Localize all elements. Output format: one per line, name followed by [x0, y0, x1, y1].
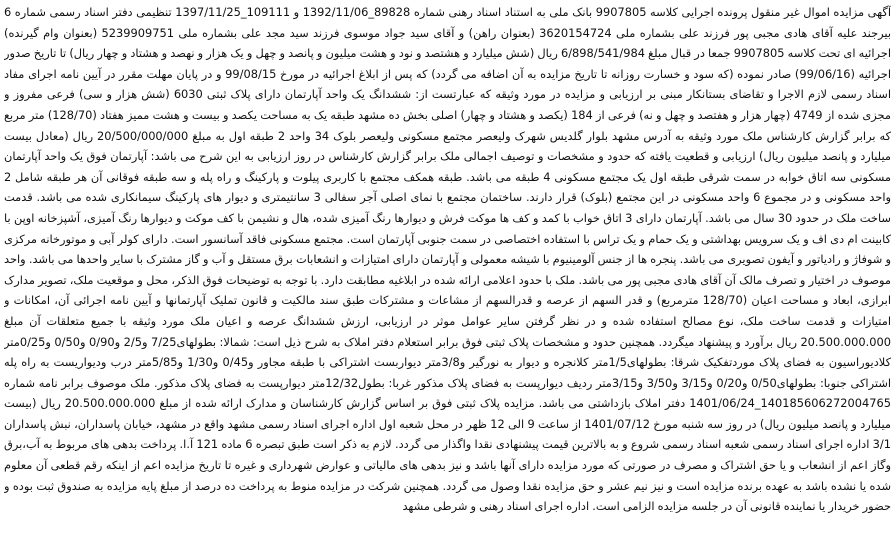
- auction-notice: [4, 2, 891, 549]
- notice-text: آگهی مزایده اموال غیر منقول پرونده اجرایی کلاسه 9907805 بانک ملی به استناد اسناد رهنی شماره 89828_1392/11/06 و 109111_1397/11/25 تنظیمی دفتر اسناد رسمی شماره 6 بیرجند علیه آقای هادی مجبی پور فرزند علی بشماره ملی 3620154724 (بعنوان راهن) و آقای سید جواد موسوی فرزند سید مجد علی بشماره ملی 5239909751 (بعنوان وام گیرنده) اجرائیه ای تحت کلاسه 9907805 جمعا در قبال مبلغ 6/898/541/984 ریال (شش میلیارد و هشتصد و نود و هشت میلیون و پانصد و چهل و یک هزار و نهصد و هشتاد و چهار ریال) تا تاریخ صدور اجرائیه (99/06/16) صادر نموده (که سود و خسارت روزانه تا تاریخ مزایده به آن اضافه می گردد) که پس از ابلاغ اجرائیه در مورخ 99/08/15 و در پایان مهلت مقرر در آیین نامه اجرای مفاد اسناد رسمی لازم الاجرا و تقاضای بستانکار مبنی بر ارزیابی و مزایده در مورد وثیقه که عبارتست از: ششدانگ یک واحد آپارتمان دارای پلاک ثبتی 6030 (شش هزار و سی) فرعی مفروز و مجزی شده از 4749 (چهار هزار و هفتصد و چهل و نه) فرعی از 184 (یکصد و هشتاد و چهار) اصلی بخش ده مشهد طبقه یک به مساحت یکصد و بیست و هشت ممیز هفتاد (128/70) متر مربع که برابر گزارش کارشناس ملک مورد وثیقه به آدرس مشهد بلوار گلدیس شهرک ولیعصر مجتمع مسکونی ولیعصر بلوک 34 واحد 2 طبقه اول به مبلغ 20/500/000/000 ریال (معادل بیست میلیارد و پانصد میلیون ریال) ارزیابی و قطعیت یافته که حدود و مشخصات و توصیف اجمالی ملک برابر گزارش کارشناس در روز ارزیابی به این شرح می باشد: آپارتمان فوق یک واحد آپارتمان مسکونی سه اتاق خوابه در سمت شرقی طبقه اول یک مجتمع مسکونی 4 طبقه می باشد. طبقه همکف مجتمع با کاربری پیلوت و پارکینگ و راه پله و سه طبقه فوقانی آن هر طبقه شامل 2 واحد مسکونی و در مجموع 6 واحد مسکونی در این مجتمع (بلوک) قرار دارند. ساختمان مجتمع با نمای اصلی آجر سفالی 3 سانتیمتری و دیوار های پارکینگ سیمانکاری شده می باشد. قدمت ساخت ملک در حدود 30 سال می باشد. آپارتمان دارای 3 اتاق خواب با کمد و کف ها موکت فرش و دیوارها رنگ آمیزی شده، هال و نشیمن با کف موکت و دیوارها رنگ آمیزی، آشپزخانه اوپن با کابینت ام دی اف و یک سرویس بهداشتی و یک حمام و یک تراس با استفاده اختصاصی در سمت جنوبی آپارتمان است. مجتمع مسکونی فاقد آسانسور است. دارای کولر آبی و موتورخانه مرکزی و شوفاژ و رادیاتور و آیفون تصویری می باشد. پنجره ها از جنس آلومینیوم با شیشه معمولی و آپارتمان دارای امتیازات و انشعابات برق مستقل و آب و گاز مشترک با سایر واحدها می باشد. واحد موصوف در اختیار و تصرف مالک آن آقای هادی مجبی پور می باشد. ملک با حدود اعلامی ارائه شده در ابلاغیه مطابقت دارد. با توجه به توضیحات فوق الذکر، محل و موقعیت ملک، تصویر مدارک ابرازی، ابعاد و مساحت اعیان (128/70 مترمربع) و قدر السهم از عرصه و قدرالسهم از مشاعات و مشترکات طبق سند مالکیت و قانون تملیک آپارتمانها و آیین نامه اجرائی آن، امکانات و امتیازات و قدمت ساخت ملک، نوع مصالح استفاده شده و در نظر گرفتن سایر عوامل موثر در ارزیابی، ارزش ششدانگ عرصه و اعیان ملک مورد وثیقه با جمیع متعلقات آن مبلغ 20.500.000.000 ریال برآورد و پیشنهاد میگردد. همچنین حدود و مشخصات پلاک ثبتی فوق برابر استعلام دفتر املاک به شرح ذیل است: شمالا: بطولهای7/25 و2/5 و0/90 و0/50 و0/25متر کلادیوراسیون به فضای پلاک موردتفکیک شرقا: بطولهای1/5متر کلانجره و دیوار به نورگیر و3/8متر دیواربست اشتراکی با طبقه مجاور و0/45 و1/30 و5/85متر درب ودیواریست به راه پله اشتراکی جنوبا: بطولهای0/50 و0/20 و3/15 و3/50 و3/15متر ردیف دیوارپست به فضای پلاک مذکور غربا: بطول12/32متر دیوارپست به فضای پلاک مذکور. ملک موصوف برابر نامه شماره 140185606272004765_1401/06/24 دفتر املاک بازداشتی می باشد. مزایده پلاک ثبتی فوق بر اساس گزارش کارشناسان و مدارک ارائه شده از مبلغ 20.500.000.000 ریال (بیست میلیارد و پانصد میلیون ریال) در روز سه شنبه مورخ 1401/07/12 از ساعت 9 الی 12 ظهر در محل شعبه اول اداره اجرای اسناد رسمی مشهد واقع در مشهد، خیابان پاسداران، نبش پاسداران 3/1 اداره اجرای اسناد رسمی شعبه اسناد رسمی شروع و به بالاترین قیمت پیشنهادی نقدا واگذار می گردد. لازم به ذکر است طبق تبصره 6 ماده 121 آ.ا. پرداخت بدهی های مربوط به آب،برق وگاز اعم از انشعاب و یا حق اشتراک و مصرف در صورتی که مورد مزایده دارای آنها باشد و نیز بدهی های مالیاتی و عوارض شهرداری و غیره تا تاریخ مزایده اعم از اینکه رقم قطعی آن معلوم شده یا نشده باشد به عهده برنده مزایده است و نیز نیم عشر و حق مزایده نقدا وصول می گردد. همچنین شرکت در مزایده منوط به پرداخت ده درصد از مبلغ پایه مزایده به صندوق ثبت بوده و حضور خریدار یا نماینده قانونی آن در جلسه مزایده الزامی است. اداره اجرای اسناد رهنی و شرطی مشهد: [4, 5, 891, 514]
